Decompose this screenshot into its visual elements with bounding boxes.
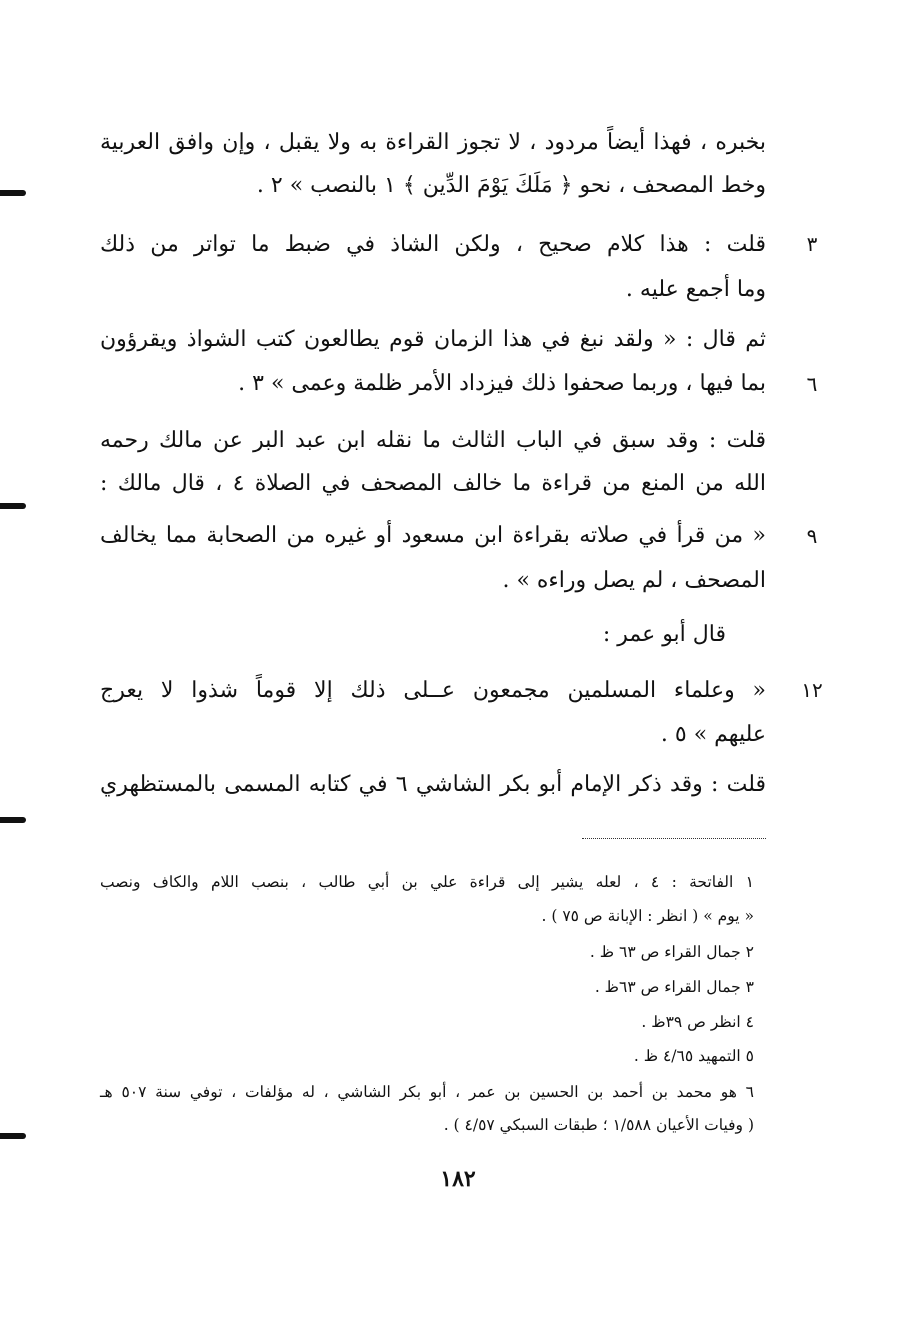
- footnote-2: ٢ جمال القراء ص ٦٣ ظ .: [589, 943, 754, 961]
- line-number-3: ٣: [806, 232, 818, 256]
- footnote-3: ٣ جمال القراء ص ٦٣ظ .: [594, 978, 754, 996]
- text-line-2: وخط المصحف ، نحو ﴿ مَلَكَ يَوْمَ الدِّين ﴾ ١ بالنصب » ٢ .: [256, 173, 766, 198]
- text-line-9: « من قرأ في صلاته بقراءة ابن مسعود أو غيره من الصحابة مما يخالف: [100, 523, 766, 548]
- text-line-8: الله من المنع من قراءة ما خالف المصحف في الصلاة ٤ ، قال مالك :: [100, 471, 766, 496]
- text-line-5: ثم قال : « ولقد نبغ في هذا الزمان قوم يطالعون كتب الشواذ ويقرؤون: [100, 327, 766, 352]
- line-number-6: ٦: [806, 372, 818, 396]
- text-line-1: بخبره ، فهذا أيضاً مردود ، لا تجوز القراءة به ولا يقبل ، وإن وافق العربية: [100, 130, 766, 155]
- line-number-12: ١٢: [801, 678, 823, 702]
- text-line-4: وما أجمع عليه .: [625, 277, 766, 302]
- text-line-3: قلت : هذا كلام صحيح ، ولكن الشاذ في ضبط ما تواتر من ذلك: [100, 232, 766, 257]
- text-line-7: قلت : وقد سبق في الباب الثالث ما نقله ابن عبد البر عن مالك رحمه: [100, 428, 766, 453]
- text-line-6: بما فيها ، وربما صحفوا ذلك فيزداد الأمر ظلمة وعمى » ٣ .: [238, 371, 766, 396]
- footnote-6: ٦ هو محمد بن أحمد بن الحسين بن عمر ، أبو بكر الشاشي ، له مؤلفات ، توفي سنة ٥٠٧ هـ: [100, 1083, 754, 1101]
- footnote-4: ٤ انظر ص ٣٩ظ .: [641, 1013, 754, 1031]
- binding-mark: [0, 817, 26, 823]
- binding-mark: [0, 1133, 26, 1139]
- footnote-5: ٥ التمهيد ٤/٦٥ ظ .: [633, 1047, 754, 1065]
- footnote-separator: [582, 838, 766, 839]
- text-line-14: قلت : وقد ذكر الإمام أبو بكر الشاشي ٦ في كتابه المسمى بالمستظهري: [100, 772, 766, 797]
- footnote-1-cont: « يوم » ( انظر : الإبانة ص ٧٥ ) .: [541, 907, 754, 925]
- binding-mark: [0, 190, 26, 196]
- text-line-11: قال أبو عمر :: [602, 622, 726, 647]
- text-line-12: « وعلماء المسلمين مجمعون عــلى ذلك إلا قوماً شذوا لا يعرج: [100, 678, 766, 703]
- binding-mark: [0, 503, 26, 509]
- footnote-6-cont: ( وفيات الأعيان ١/٥٨٨ ؛ طبقات السبكي ٤/٥٧ ) .: [443, 1116, 754, 1134]
- text-line-13: عليهم » ٥ .: [660, 722, 766, 747]
- text-line-10: المصحف ، لم يصل وراءه » .: [502, 568, 766, 593]
- page-number: ١٨٢: [440, 1166, 476, 1192]
- footnote-1: ١ الفاتحة : ٤ ، لعله يشير إلى قراءة علي بن أبي طالب ، بنصب اللام والكاف ونصب: [100, 873, 754, 891]
- line-number-9: ٩: [806, 524, 818, 548]
